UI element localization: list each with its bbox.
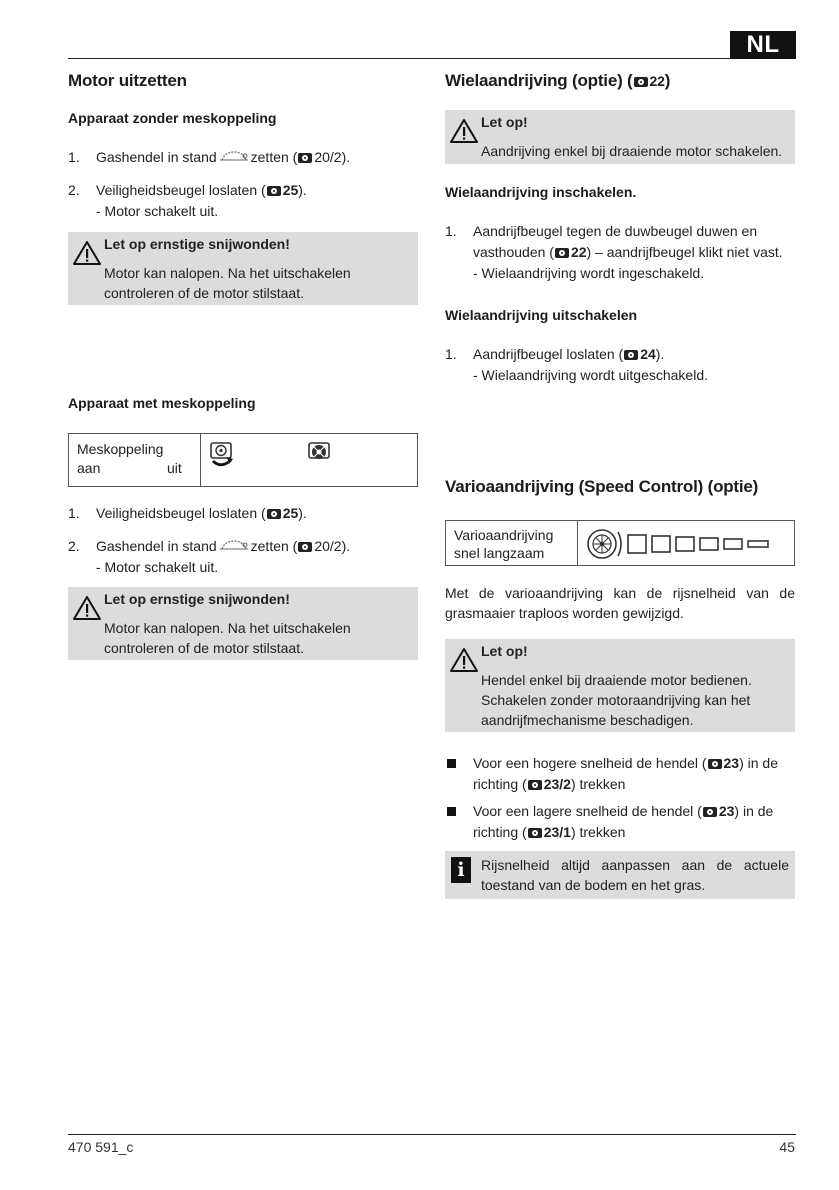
section-title-wielaandrijving: Wielaandrijving (optie) ( 22) [445, 71, 671, 90]
warning-box-hendel: Let op! Hendel enkel bij draaiende motor bedienen. Schakelen zonder motoraandrijving kan het aandrijfmechanisme beschadigen. [445, 639, 795, 732]
info-box-rijsnelheid: i Rijsnelheid altijd aanpassen aan de actuele toestand van de bodem en het gras. [445, 851, 795, 899]
vario-speed-table: Varioaandrijving snel langzaam [445, 520, 795, 566]
footer-rule [68, 1134, 796, 1135]
warning-box-snijwonden: Let op ernstige snijwonden! Motor kan nalopen. Na het uitschakelen controleren of de motor stilstaat. [68, 232, 418, 305]
header-rule [68, 58, 730, 59]
camera-reference-icon [267, 509, 281, 519]
section-title-varioaandrijving: Varioaandrijving (Speed Control) (optie) [445, 477, 759, 496]
bullet-higher-speed: Voor een hogere snelheid de hendel ( 23) in de richting ( 23/2) trekken [445, 753, 795, 797]
page-number: 45 [779, 1139, 795, 1155]
warning-box-snijwonden: Let op ernstige snijwonden! Motor kan nalopen. Na het uitschakelen controleren of de motor stilstaat. [68, 587, 418, 660]
subheading-inschakelen: Wielaandrijving inschakelen. [445, 184, 637, 200]
camera-reference-icon [634, 77, 648, 87]
camera-reference-icon [555, 248, 569, 258]
language-badge: NL [730, 31, 796, 59]
warning-triangle-icon [72, 595, 102, 621]
warning-triangle-icon [72, 240, 102, 266]
turtle-icon [219, 540, 249, 552]
bullet-lower-speed: Voor een lagere snelheid de hendel ( 23) in de richting ( 23/1) trekken [445, 801, 795, 845]
speed-scale-icon [584, 526, 789, 562]
warning-triangle-icon [449, 118, 479, 144]
subheading-zonder-meskoppeling: Apparaat zonder meskoppeling [68, 110, 277, 126]
camera-reference-icon [267, 186, 281, 196]
clutch-disengaged-icon [305, 440, 339, 470]
bullet-square-icon [447, 807, 456, 816]
warning-triangle-icon [449, 647, 479, 673]
info-icon: i [451, 857, 471, 883]
camera-reference-icon [528, 828, 542, 838]
step-1-safety-bar: 1. Veiligheidsbeugel loslaten ( 25). [68, 505, 307, 521]
step-1-engage-drive: 1. Aandrijfbeugel tegen de duwbeugel duwen en vasthouden ( 22) – aandrijfbeugel klikt niet vast. - Wielaandrijving wordt ingeschakeld. [445, 223, 783, 281]
vario-description: Met de varioaandrijving kan de rijsnelheid van de grasmaaier traploos worden gewijzigd. [445, 585, 795, 621]
document-code: 470 591_c [68, 1139, 134, 1155]
camera-reference-icon [298, 153, 312, 163]
step-1-disengage-drive: 1. Aandrijfbeugel loslaten ( 24). - Wielaandrijving wordt uitgeschakeld. [445, 346, 708, 383]
step-2-throttle: 2. Gashendel in stand zetten ( 20/2). - Motor schakelt uit. [68, 538, 351, 575]
subheading-uitschakelen: Wielaandrijving uitschakelen [445, 307, 638, 323]
step-1-throttle: 1. Gashendel in stand zetten ( 20/2). [68, 149, 351, 165]
section-title-motor-uitzetten: Motor uitzetten [68, 71, 187, 90]
clutch-engaged-icon [207, 440, 241, 470]
camera-reference-icon [298, 542, 312, 552]
bullet-square-icon [447, 759, 456, 768]
subheading-met-meskoppeling: Apparaat met meskoppeling [68, 395, 256, 411]
warning-box-aandrijving: Let op! Aandrijving enkel bij draaiende motor schakelen. [445, 110, 795, 164]
turtle-icon [219, 151, 249, 163]
step-2-safety-bar: 2. Veiligheidsbeugel loslaten ( 25). - Motor schakelt uit. [68, 182, 307, 219]
camera-reference-icon [703, 807, 717, 817]
camera-reference-icon [528, 780, 542, 790]
camera-reference-icon [624, 350, 638, 360]
camera-reference-icon [708, 759, 722, 769]
blade-clutch-table: Meskoppeling aan uit [68, 433, 418, 487]
